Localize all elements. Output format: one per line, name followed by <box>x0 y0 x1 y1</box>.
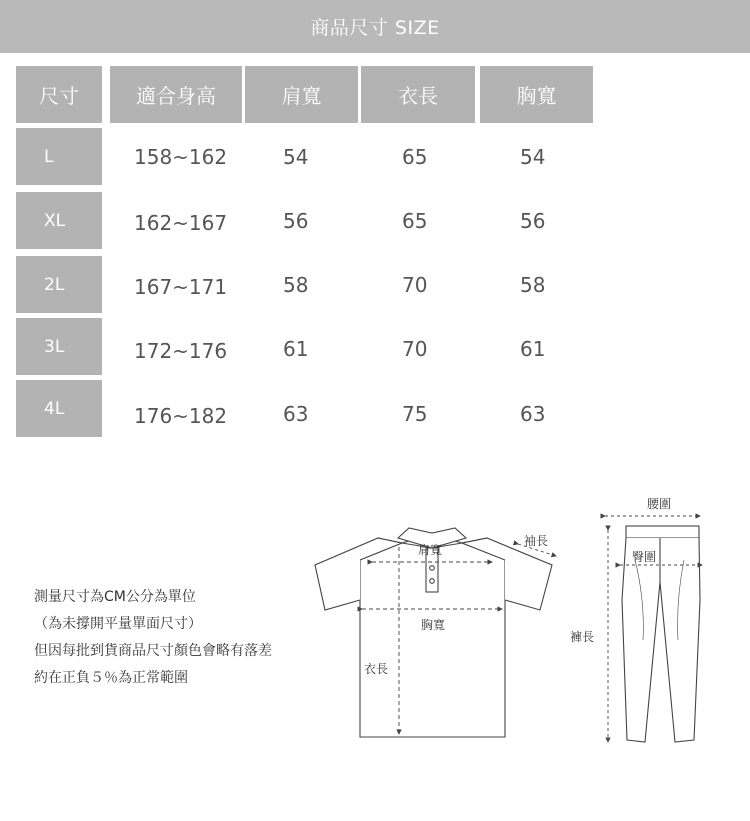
label-chest: 胸寬 <box>421 618 446 632</box>
note-line: （為未撐開平量單面尺寸） <box>34 616 202 632</box>
note-line: 但因每批到貨商品尺寸顏色會略有落差 <box>34 643 272 659</box>
cell-chest: 61 <box>520 336 546 361</box>
label-pants-length: 褲長 <box>570 630 595 644</box>
cell-shoulder: 61 <box>283 336 309 361</box>
row-size-label: 2L <box>16 256 102 313</box>
cell-height: 162~167 <box>134 210 228 235</box>
row-size-label: 4L <box>16 380 102 437</box>
header-size: 尺寸 <box>16 66 102 123</box>
cell-height: 176~182 <box>134 403 228 428</box>
row-size-label: 3L <box>16 318 102 375</box>
cell-chest: 56 <box>520 208 546 233</box>
cell-length: 75 <box>402 401 428 426</box>
cell-shoulder: 63 <box>283 401 309 426</box>
cell-length: 65 <box>402 144 428 169</box>
label-sleeve: 袖長 <box>524 534 549 548</box>
cell-chest: 63 <box>520 401 546 426</box>
cell-height: 167~171 <box>134 274 228 299</box>
cell-chest: 54 <box>520 144 546 169</box>
cell-length: 70 <box>402 272 428 297</box>
label-hip: 臀圍 <box>632 550 657 564</box>
header-height: 適合身高 <box>110 66 242 123</box>
label-length: 衣長 <box>364 662 389 676</box>
cell-shoulder: 58 <box>283 272 309 297</box>
cell-length: 70 <box>402 336 428 361</box>
row-size-label: L <box>16 128 102 185</box>
note-line: 測量尺寸為CM公分為單位 <box>34 589 196 605</box>
cell-height: 158~162 <box>134 144 228 169</box>
cell-height: 172~176 <box>134 338 228 363</box>
header-length: 衣長 <box>361 66 475 123</box>
row-size-label: XL <box>16 192 102 249</box>
cell-length: 65 <box>402 208 428 233</box>
cell-chest: 58 <box>520 272 546 297</box>
header-chest: 胸寬 <box>480 66 593 123</box>
label-shoulder: 肩寬 <box>418 543 443 557</box>
note-line: 約在正負５％為正常範圍 <box>34 670 188 686</box>
banner-title: 商品尺寸 SIZE <box>310 17 440 39</box>
cell-shoulder: 54 <box>283 144 309 169</box>
cell-shoulder: 56 <box>283 208 309 233</box>
header-shoulder: 肩寬 <box>245 66 358 123</box>
label-waist: 腰圍 <box>647 497 672 511</box>
